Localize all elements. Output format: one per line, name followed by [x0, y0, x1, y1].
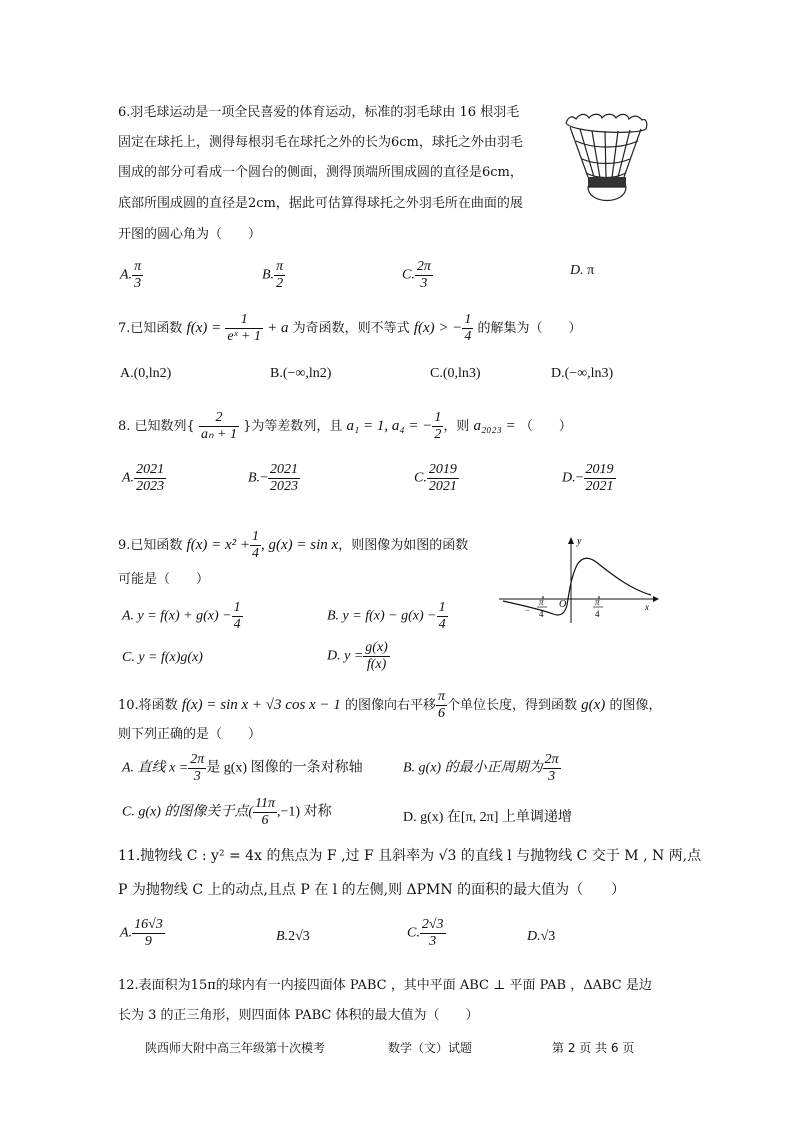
q10-option-d[interactable]: D. g(x) 在[π, 2π] 上单调递增 [403, 810, 572, 825]
q6-line-3: 围成的部分可看成一个圆台的侧面，测得顶端所围成圆的直径是6cm， [118, 165, 523, 180]
x-label: x [645, 602, 649, 612]
footer-school: 陕西师大附中高三年级第十次模考 [145, 1041, 326, 1055]
q6-line-4: 底部所围成圆的直径是2cm，据此可估算得球托之外羽毛所在曲面的展 [118, 196, 523, 211]
q11-stem-line-1: 11.抛物线 C : y² = 4x 的焦点为 F ,过 F 且斜率为 √3 的直线 l 与抛物线 C 交于 M , N 两,点 [118, 848, 702, 864]
q11-option-c[interactable]: C. $\frac{2√3}{3}$ [407, 917, 444, 949]
q10-stem-line-2: 则下列正确的是（ ） [118, 727, 262, 742]
q6-line-2: 固定在球托上，测得每根羽毛在球托之外的长为6cm，球托之外由羽毛 [118, 135, 523, 150]
q7-option-b[interactable]: B.(−∞,ln2) [270, 366, 332, 381]
function-graph [495, 535, 660, 625]
origin-label: O [559, 599, 567, 610]
tick-right-den: 4 [595, 609, 600, 619]
tick-left-sign: − [525, 605, 531, 615]
q6-line-5: 开图的圆心角为（ ） [118, 227, 262, 242]
q9-stem-line-1: 9.已知函数 f(x) = x² + $\frac{1}{4}$ , g(x) = sin x，则图像为如图的函数 [118, 529, 469, 561]
q12-stem-line-2: 长为 3 的正三角形，则四面体 PABC 体积的最大值为（ ） [118, 1008, 479, 1023]
q11-stem-line-2: P 为抛物线 C 上的动点,且点 P 在 l 的左侧,则 ΔPMN 的面积的最大值为（ ） [118, 882, 626, 898]
tick-left-den: 4 [539, 609, 544, 619]
tick-left-num: π [539, 597, 544, 607]
q7-option-d[interactable]: D.(−∞,ln3) [551, 366, 614, 381]
q9-stem-line-2: 可能是（ ） [118, 572, 210, 587]
q8-stem: 8. 已知数列{ $\frac{2}{\text{aₙ + 1}}$ }为等差数列，且 a₁ = 1, a₄ = − $\frac{1}{2}$ ，则 a₂₀₂₃ = （ ） [118, 410, 572, 442]
q10-stem-line-1: 10.将函数 f(x) = sin x + √3 cos x − 1 的图像向右平移 $\frac{\pi}{6}$ 个单位长度，得到函数 g(x) 的图像， [118, 689, 662, 721]
q8-option-c[interactable]: C. $\frac{2019}{2021}$ [414, 462, 457, 494]
y-label: y [577, 536, 582, 547]
q6-line-1: 6.羽毛球运动是一项全民喜爱的体育运动，标准的羽毛球由 16 根羽毛 [118, 105, 520, 120]
q11-option-a[interactable]: A. $\frac{16√3}{9}$ [120, 917, 163, 949]
shuttlecock-illustration [558, 105, 654, 217]
x-axis-arrow-icon [653, 596, 659, 602]
q9-option-a[interactable]: A. y = f(x) + g(x) − $\frac{1}{4}$ [122, 600, 241, 632]
q9-option-b[interactable]: B. y = f(x) − g(x) − $\frac{1}{4}$ [327, 600, 446, 632]
q6-option-c[interactable]: C. $\frac{2\pi}{3}$ [402, 259, 431, 291]
footer-subject: 数学（文）试题 [388, 1041, 473, 1055]
tick-right-num: π [595, 597, 600, 607]
q6-option-b[interactable]: B. $\frac{\pi}{2}$ [262, 259, 284, 291]
q10-option-a[interactable]: A. 直线 x = $\frac{2\pi}{3}$ 是 g(x) 图像的一条对称轴 [122, 752, 363, 784]
q8-option-d[interactable]: D.− $\frac{2019}{2021}$ [562, 462, 614, 494]
q10-option-b[interactable]: B. g(x) 的最小正周期为 $\frac{2\pi}{3}$ [403, 752, 559, 784]
q7-option-c[interactable]: C.(0,ln3) [430, 366, 481, 381]
q6-option-d[interactable]: D. π [570, 263, 595, 278]
q10-option-c[interactable]: C. g(x) 的图像关于点( $\frac{11\pi}{6}$ ,−1) 对称 [122, 796, 332, 828]
q8-option-b[interactable]: B.− $\frac{2021}{2023}$ [248, 462, 298, 494]
q11-option-d[interactable]: D.√3 [527, 929, 556, 944]
q11-option-b[interactable]: B.2√3 [276, 929, 310, 944]
q6-option-a[interactable]: A. $\frac{\pi}{3}$ [120, 259, 142, 291]
y-axis-arrow-icon [568, 537, 574, 544]
q9-option-c[interactable]: C. y = f(x)g(x) [122, 650, 203, 665]
q7-option-a[interactable]: A.(0,ln2) [120, 366, 172, 381]
footer-page-number: 第 2 页 共 6 页 [552, 1041, 635, 1055]
q8-option-a[interactable]: A. $\frac{2021}{2023}$ [122, 462, 165, 494]
q9-option-d[interactable]: D. y = $\frac{g(x)}{f(x)}$ [327, 640, 388, 672]
q7-stem: 7.已知函数 f(x) = $\frac{1}{\text{eˣ + 1}}$ + a 为奇函数，则不等式 f(x) > − $\frac{1}{4}$ 的解集为（ ） [118, 312, 582, 344]
q12-stem-line-1: 12.表面积为15π的球内有一内接四面体 PABC ，其中平面 ABC ⊥ 平面 PAB ，ΔABC 是边 [118, 978, 652, 993]
